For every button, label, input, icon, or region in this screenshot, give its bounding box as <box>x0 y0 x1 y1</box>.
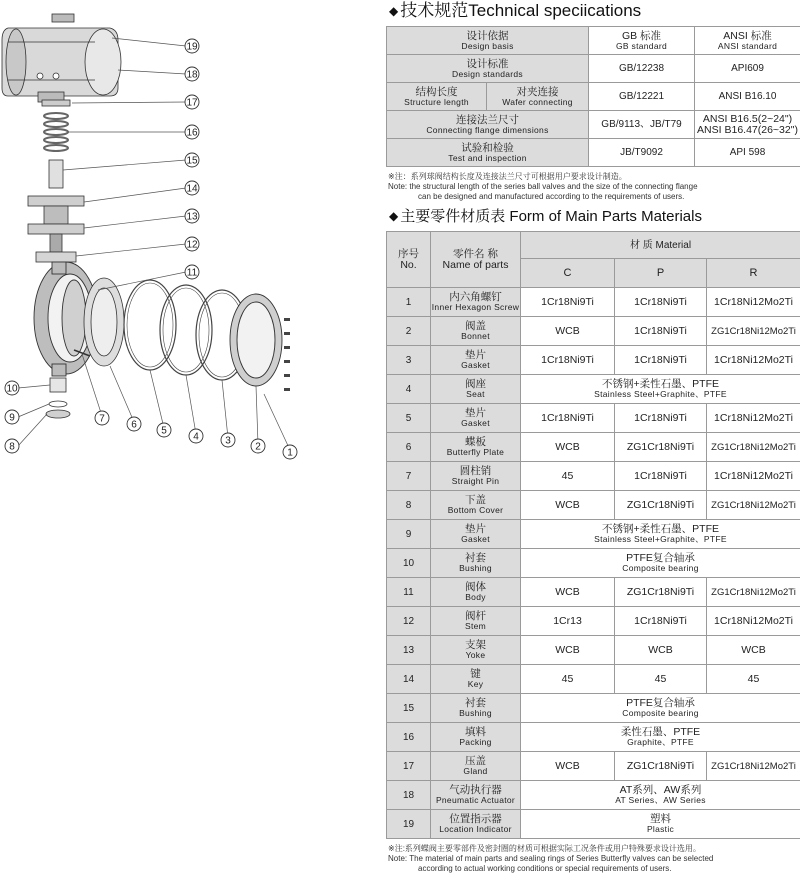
part-name: 阀杆 Stem <box>431 607 521 636</box>
table-row <box>387 578 800 607</box>
callout-13 <box>185 209 199 223</box>
callout-7 <box>95 411 109 425</box>
table-row <box>387 288 800 317</box>
tech-spec-note: ※注：系列球阀结构长度及连接法兰尺寸可根据用户要求设计制造。 Note: the structural length of the series ball valves and the size of the connecting flange can be designed and manufactured according to the requirements of users. <box>388 172 800 202</box>
material-p: WCB <box>615 636 707 665</box>
table-row <box>387 317 800 346</box>
svg-text:13: 13 <box>186 212 198 223</box>
part-name: 衬套 Bushing <box>431 694 521 723</box>
table-row <box>387 723 800 752</box>
table-row <box>387 404 800 433</box>
row-number: 2 <box>387 317 431 346</box>
callout-3 <box>221 433 235 447</box>
row-number: 12 <box>387 607 431 636</box>
table-row <box>387 346 800 375</box>
part-name: 垫片 Gasket <box>431 520 521 549</box>
diamond-bullet-icon: ◆ <box>389 209 398 223</box>
material-p: 1Cr18Ni9Ti <box>615 607 707 636</box>
material-c: 1Cr18Ni9Ti <box>521 346 615 375</box>
material-r: 45 <box>707 665 800 694</box>
part-name: 下盖 Bottom Cover <box>431 491 521 520</box>
part-name: 蝶板 Butterfly Plate <box>431 433 521 462</box>
part-name: 阀体 Body <box>431 578 521 607</box>
table-header-row: 序号 No. 零件名 称 Name of parts 材 质 Material <box>387 232 800 259</box>
diamond-bullet-icon: ◆ <box>389 4 398 18</box>
material-p: ZG1Cr18Ni9Ti <box>615 752 707 781</box>
part-name: 键 Key <box>431 665 521 694</box>
table-row <box>387 665 800 694</box>
material-c: 45 <box>521 665 615 694</box>
svg-text:5: 5 <box>161 426 167 437</box>
tech-spec-heading: ◆ 技术规范Technical speciications <box>389 2 800 21</box>
svg-text:19: 19 <box>186 42 198 53</box>
svg-text:12: 12 <box>186 240 198 251</box>
material-p: ZG1Cr18Ni9Ti <box>615 491 707 520</box>
callout-14 <box>185 181 199 195</box>
material-c: WCB <box>521 636 615 665</box>
row-number: 18 <box>387 781 431 810</box>
material-c: WCB <box>521 317 615 346</box>
row-number: 17 <box>387 752 431 781</box>
material-r: ZG1Cr18Ni12Mo2Ti <box>707 578 800 607</box>
table-row <box>387 375 800 404</box>
table-row <box>387 810 800 839</box>
specification-panel <box>386 0 800 874</box>
table-row <box>387 781 800 810</box>
svg-text:14: 14 <box>186 184 198 195</box>
table-row: 设计标准 Design standards GB/12238 API609 <box>387 55 800 83</box>
material-r: 1Cr18Ni12Mo2Ti <box>707 346 800 375</box>
part-name: 内六角螺钉 Inner Hexagon Screw <box>431 288 521 317</box>
svg-text:8: 8 <box>9 442 15 453</box>
table-row: 试验和检验 Test and inspection JB/T9092 API 598 <box>387 139 800 167</box>
table-row <box>387 433 800 462</box>
material-r: WCB <box>707 636 800 665</box>
materials-table-body <box>387 288 800 839</box>
material-p: 1Cr18Ni9Ti <box>615 346 707 375</box>
callout-19 <box>185 39 199 53</box>
material-c: 1Cr13 <box>521 607 615 636</box>
material-r: ZG1Cr18Ni12Mo2Ti <box>707 752 800 781</box>
table-row <box>387 752 800 781</box>
svg-text:18: 18 <box>186 70 198 81</box>
material-p: 1Cr18Ni9Ti <box>615 288 707 317</box>
row-number: 4 <box>387 375 431 404</box>
row-number: 14 <box>387 665 431 694</box>
part-name: 阀盖 Bonnet <box>431 317 521 346</box>
material-span: 不锈钢+柔性石墨、PTFE Stainless Steel+Graphite、PTFE <box>521 375 800 404</box>
table-row: 结构长度 Structure length 对夹连接 Wafer connecting GB/12221 ANSI B16.10 <box>387 83 800 111</box>
table-header-row: C P R <box>387 259 800 288</box>
table-row <box>387 520 800 549</box>
material-span: 柔性石墨、PTFE Graphite、PTFE <box>521 723 800 752</box>
svg-text:9: 9 <box>9 413 15 424</box>
material-r: 1Cr18Ni12Mo2Ti <box>707 404 800 433</box>
svg-text:16: 16 <box>186 128 198 139</box>
callout-11 <box>185 265 199 279</box>
material-span: 塑料 Plastic <box>521 810 800 839</box>
materials-note: ※注:系列蝶阀主要零部件及密封圈的材质可根据实际工况条件或用户特殊要求设计选用。 Note: The material of main parts and sealing rings of Series Butterfly valves can be selected according to actual working conditions or special requirements of users. <box>388 844 800 874</box>
svg-text:1: 1 <box>287 448 293 459</box>
callout-4 <box>189 429 203 443</box>
table-row: 连接法兰尺寸 Connecting flange dimensions GB/9113、JB/T79 ANSI B16.5(2~24") ANSI B16.47(26~32") <box>387 111 800 139</box>
material-p: 1Cr18Ni9Ti <box>615 462 707 491</box>
table-row <box>387 636 800 665</box>
row-number: 13 <box>387 636 431 665</box>
callout-16 <box>185 125 199 139</box>
part-name: 填料 Packing <box>431 723 521 752</box>
row-number: 1 <box>387 288 431 317</box>
callout-18 <box>185 67 199 81</box>
part-name: 支架 Yoke <box>431 636 521 665</box>
callout-17 <box>185 95 199 109</box>
svg-text:15: 15 <box>186 156 198 167</box>
row-number: 11 <box>387 578 431 607</box>
material-span: PTFE复合轴承 Composite bearing <box>521 549 800 578</box>
part-name: 阀座 Seat <box>431 375 521 404</box>
material-c: 45 <box>521 462 615 491</box>
svg-text:11: 11 <box>187 268 198 279</box>
table-row <box>387 462 800 491</box>
svg-text:2: 2 <box>255 442 261 453</box>
svg-text:10: 10 <box>6 384 18 395</box>
table-row <box>387 491 800 520</box>
row-number: 9 <box>387 520 431 549</box>
material-r: 1Cr18Ni12Mo2Ti <box>707 288 800 317</box>
material-r: ZG1Cr18Ni12Mo2Ti <box>707 317 800 346</box>
svg-text:6: 6 <box>131 420 137 431</box>
materials-table <box>386 231 800 839</box>
row-number: 19 <box>387 810 431 839</box>
row-number: 8 <box>387 491 431 520</box>
callout-1 <box>283 445 297 459</box>
row-number: 6 <box>387 433 431 462</box>
svg-text:3: 3 <box>225 436 231 447</box>
table-row: 设计依据 Design basis GB 标准 GB standard ANSI 标准 ANSI standard <box>387 27 800 55</box>
row-number: 3 <box>387 346 431 375</box>
material-p: 1Cr18Ni9Ti <box>615 317 707 346</box>
pneumatic-actuator-illustration <box>2 14 121 102</box>
svg-text:4: 4 <box>193 432 199 443</box>
material-r: ZG1Cr18Ni12Mo2Ti <box>707 433 800 462</box>
tech-spec-table <box>386 26 800 167</box>
material-c: WCB <box>521 433 615 462</box>
callout-5 <box>157 423 171 437</box>
exploded-valve-drawing <box>0 0 385 866</box>
part-name: 压盖 Gland <box>431 752 521 781</box>
material-c: WCB <box>521 491 615 520</box>
part-name: 垫片 Gasket <box>431 346 521 375</box>
material-span: AT系列、AW系列 AT Series、AW Series <box>521 781 800 810</box>
svg-text:7: 7 <box>99 414 105 425</box>
table-row <box>387 549 800 578</box>
material-span: 不锈钢+柔性石墨、PTFE Stainless Steel+Graphite、PTFE <box>521 520 800 549</box>
row-number: 10 <box>387 549 431 578</box>
material-c: 1Cr18Ni9Ti <box>521 404 615 433</box>
material-c: WCB <box>521 578 615 607</box>
row-number: 15 <box>387 694 431 723</box>
material-p: ZG1Cr18Ni9Ti <box>615 433 707 462</box>
part-name: 位置指示器 Location Indicator <box>431 810 521 839</box>
callout-2 <box>251 439 265 453</box>
material-c: WCB <box>521 752 615 781</box>
callout-10 <box>5 381 19 395</box>
svg-text:17: 17 <box>186 98 198 109</box>
callout-15 <box>185 153 199 167</box>
material-r: 1Cr18Ni12Mo2Ti <box>707 607 800 636</box>
part-name: 气动执行器 Pneumatic Actuator <box>431 781 521 810</box>
table-row <box>387 607 800 636</box>
material-p: ZG1Cr18Ni9Ti <box>615 578 707 607</box>
material-r: 1Cr18Ni12Mo2Ti <box>707 462 800 491</box>
callout-12 <box>185 237 199 251</box>
row-number: 5 <box>387 404 431 433</box>
callout-9 <box>5 410 19 424</box>
callout-8 <box>5 439 19 453</box>
part-name: 垫片 Gasket <box>431 404 521 433</box>
material-r: ZG1Cr18Ni12Mo2Ti <box>707 491 800 520</box>
material-c: 1Cr18Ni9Ti <box>521 288 615 317</box>
table-row <box>387 694 800 723</box>
part-name: 衬套 Bushing <box>431 549 521 578</box>
material-p: 1Cr18Ni9Ti <box>615 404 707 433</box>
material-span: PTFE复合轴承 Composite bearing <box>521 694 800 723</box>
callout-6 <box>127 417 141 431</box>
part-name: 圆柱销 Straight Pin <box>431 462 521 491</box>
material-p: 45 <box>615 665 707 694</box>
materials-heading: ◆ 主要零件材质表 Form of Main Parts Materials <box>389 208 800 226</box>
row-number: 7 <box>387 462 431 491</box>
row-number: 16 <box>387 723 431 752</box>
